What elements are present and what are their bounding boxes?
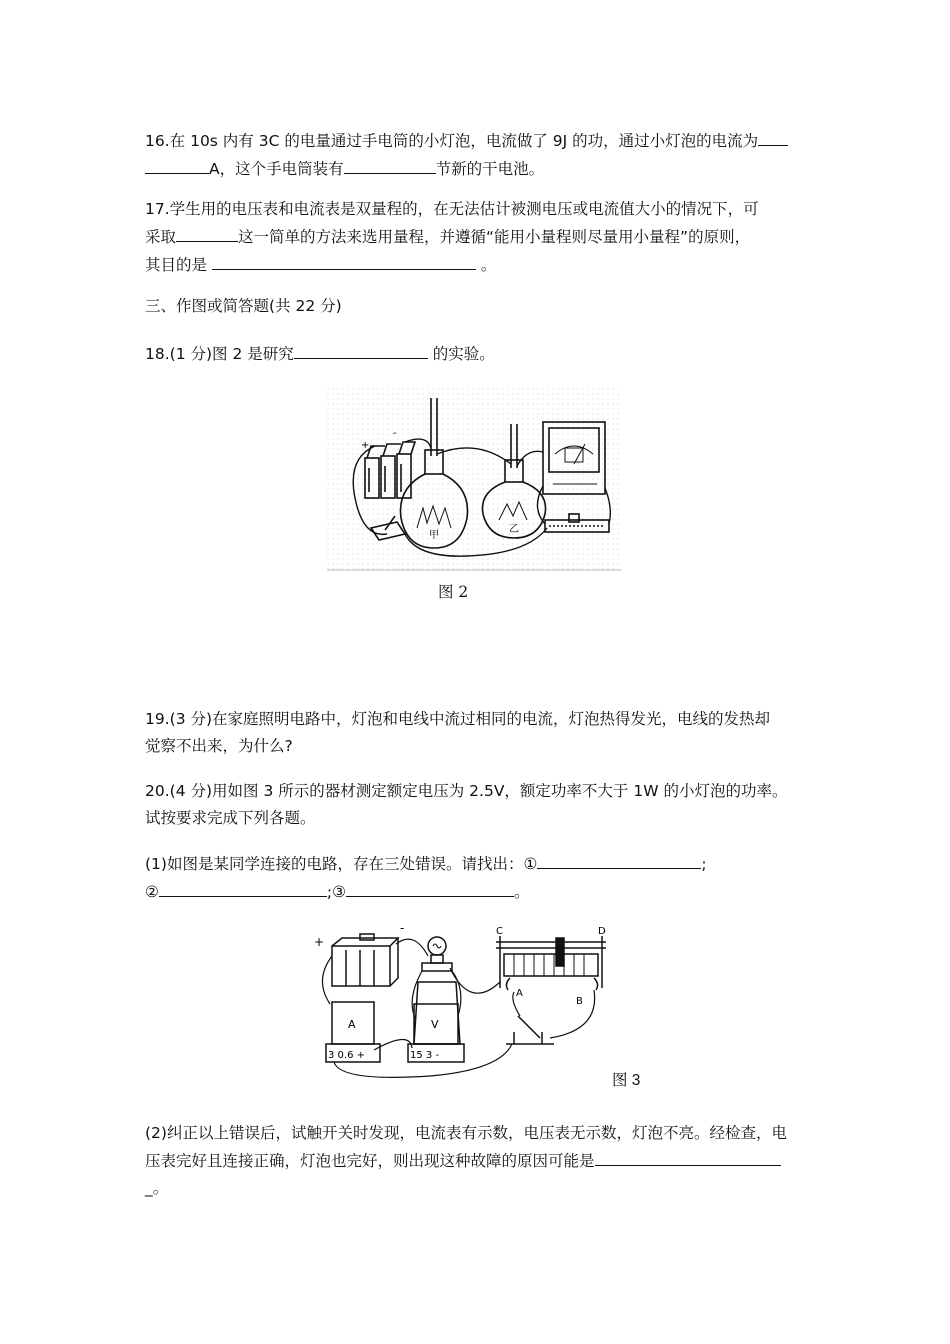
q20-2-text-a: 压表完好且连接正确，灯泡也完好，则出现这种故障的原因可能是 [145,1152,595,1170]
q20-1-blank-2[interactable] [159,878,327,897]
rheostat-icon [496,936,606,990]
fig3-label-a: A [516,988,523,999]
q16-text-1: 16.在 10s 内有 3C 的电量通过手电筒的小灯泡，电流做了 9J 的功，通过小灯泡的电流为 [145,132,759,150]
q17-text-3b: 。 [480,256,497,274]
battery-icon [332,934,398,986]
q20-2-text-c: 。 [152,1179,169,1197]
q20-1-text-c: ② [145,883,159,901]
fig3-label-d: D [598,926,606,937]
q20-2-line-1: (2)纠正以上错误后，试触开关时发现，电流表有示数，电压表无示数，灯泡不亮。经检查，电 [145,1124,787,1142]
question-18 [145,340,815,368]
q18-blank[interactable] [294,340,428,359]
fig3-label-b: B [576,996,583,1007]
question-19 [145,706,815,760]
figure-2-drawing [327,388,622,572]
question-17 [145,196,815,279]
fig3-ammeter-terminals: 3 0.6 + [328,1050,366,1061]
figure-2-caption: 图 2 [438,583,469,601]
fig3-voltmeter-terminals: 15 3 - [410,1050,440,1061]
q20-line-1: 20.(4 分)用如图 3 所示的器材测定额定电压为 2.5V，额定功率不大于 1W 的小灯泡的功率。 [145,782,788,800]
q17-text-3a: 其目的是 [145,256,208,274]
q20-1-text-a: (1)如图是某同学连接的电路，存在三处错误。请找出：① [145,855,538,873]
fig2-plus: + [361,440,370,451]
q20-1-text-e: 。 [514,883,530,901]
question-20-part-1 [145,850,815,906]
figure-3-caption: 图 3 [612,1072,641,1089]
q20-1-blank-1[interactable] [537,850,701,869]
fig3-minus: - [400,921,405,935]
q20-1-text-d: ;③ [326,883,347,901]
section-3-title: 三、作图或简答题(共 22 分) [145,297,342,315]
q16-text-3: 节新的干电池。 [435,160,545,178]
q17-text-2b: 这一简单的方法来选用量程，并遵循“能用小量程则尽量用小量程”的原则， [238,228,751,246]
fig3-voltmeter-label: V [431,1018,439,1031]
q20-line-2: 试按要求完成下列各题。 [145,809,316,827]
q16-blank-1a[interactable] [758,127,788,146]
q17-blank-1[interactable] [176,223,238,242]
fig2-flask-1-label: 甲 [429,530,439,541]
q19-line-2: 觉察不出来，为什么? [145,737,293,755]
q17-line-1: 17.学生用的电压表和电流表是双量程的，在无法估计被测电压或电流值大小的情况下，可 [145,200,759,218]
q18-text-b: 的实验。 [432,345,495,363]
fig3-ammeter-label: A [348,1018,356,1031]
q20-2-text-b: _ [145,1179,153,1197]
q20-2-blank[interactable] [595,1147,781,1166]
q17-text-2a: 采取 [145,228,177,246]
q20-1-text-b: ; [701,855,707,873]
question-20 [145,778,815,832]
q16-text-2: A，这个手电筒装有 [209,160,344,178]
fig3-label-c: C [496,926,503,937]
figure-2 [327,388,622,572]
switch-icon [506,1016,554,1044]
figure-3-drawing [310,920,620,1082]
fig3-plus: + [314,935,325,949]
q16-blank-1b[interactable] [145,155,209,174]
q20-1-blank-3[interactable] [346,878,514,897]
question-16 [145,127,815,183]
fig2-minus: - [393,428,397,439]
q19-line-1: 19.(3 分)在家庭照明电路中，灯泡和电线中流过相同的电流，灯泡热得发光，电线的发热却 [145,710,771,728]
figure-3 [310,920,620,1082]
question-20-part-2 [145,1120,815,1202]
q17-blank-2[interactable] [212,251,476,270]
q18-text-a: 18.(1 分)图 2 是研究 [145,345,294,363]
fig2-flask-2-label: 乙 [509,524,519,535]
q16-blank-2[interactable] [344,155,436,174]
